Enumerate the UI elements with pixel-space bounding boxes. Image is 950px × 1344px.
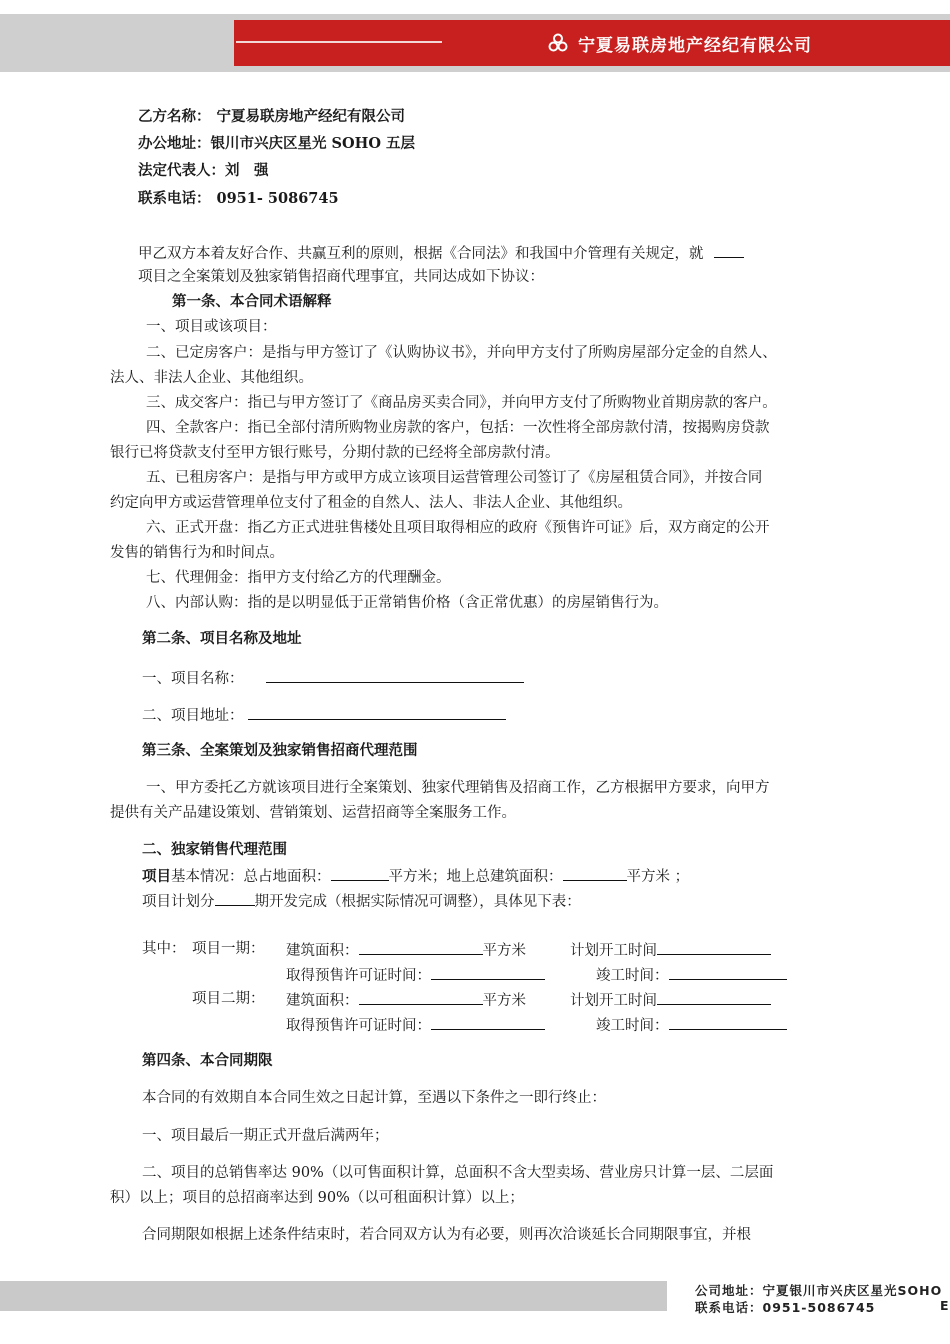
- art3-sub-title: 二、独家销售代理范围: [142, 841, 287, 858]
- footer-address-value: 宁夏银川市兴庆区星光SOHO: [762, 1283, 943, 1298]
- phase-2-area-row: [286, 990, 526, 1010]
- art1-item-1: 一、项目或该项目：: [146, 319, 277, 335]
- plan-label: 项目计划分: [142, 894, 215, 910]
- basic-info-bold: 项目: [142, 868, 171, 885]
- phase-2-permit-label: 取得预售许可证时间：: [286, 1018, 431, 1034]
- art4-line-3b: 积）以上；项目的总招商率达到 90%（以可租面积计算）以上；: [110, 1190, 524, 1206]
- header-company-name: 宁夏易联房地产经纪有限公司: [578, 36, 812, 56]
- plan-desc: 期开发完成（根据实际情况可调整），具体见下表：: [254, 894, 581, 910]
- intro-text-1: 甲乙双方本着友好合作、共赢互利的原则，根据《合同法》和我国中介管理有关规定，就: [138, 246, 704, 262]
- party-b-rep-row: [138, 162, 269, 180]
- article-3-title: 第三条、全案策划及独家销售招商代理范围: [142, 742, 418, 759]
- phase-1-area-label: 建筑面积：: [286, 943, 359, 959]
- intro-line-1: [138, 243, 744, 263]
- art1-item-4a: 四、全款客户：指已全部付清所购物业房款的客户，包括：一次性将全部房款付清，按揭购房贷款: [146, 420, 770, 436]
- art4-line-2: 一、项目最后一期正式开盘后满两年；: [142, 1128, 389, 1144]
- basic-info-building-label: 平方米；地上总建筑面积：: [388, 869, 563, 885]
- phase-2-area-label: 建筑面积：: [286, 993, 359, 1009]
- footer-phone: [695, 1298, 875, 1316]
- footer-address: [695, 1281, 942, 1299]
- phase-2-start-row: [570, 990, 771, 1010]
- project-name-blank: [266, 668, 524, 683]
- phase-2-permit-blank: [431, 1015, 545, 1030]
- article-1-title: 第一条、本合同术语解释: [172, 293, 332, 310]
- project-address-label: 二、项目地址：: [142, 708, 244, 724]
- art1-item-2b: 法人、非法人企业、其他组织。: [110, 370, 313, 386]
- phase-2-area-blank: [359, 990, 483, 1005]
- phase-1-start-blank: [657, 940, 771, 955]
- art1-item-7: 七、代理佣金：指甲方支付给乙方的代理酬金。: [146, 570, 451, 586]
- party-b-address-label: 办公地址：: [138, 135, 211, 152]
- phase-1-finish-blank: [669, 965, 787, 980]
- phase-1-label: 项目一期：: [192, 941, 265, 957]
- phase-2-start-blank: [657, 990, 771, 1005]
- party-b-rep-label: 法定代表人：: [138, 162, 225, 179]
- article-4-title: 第四条、本合同期限: [142, 1052, 273, 1069]
- party-b-phone-row: [138, 190, 339, 208]
- phase-1-finish-label: 竣工时间：: [596, 968, 669, 984]
- among-label: 其中：: [142, 941, 186, 957]
- phase-2-permit-row: [286, 1015, 545, 1035]
- footer-address-label: 公司地址：: [695, 1283, 763, 1298]
- party-b-name-label: 乙方名称：: [138, 108, 211, 125]
- project-name-label: 一、项目名称：: [142, 671, 244, 687]
- phase-1-start-label: 计划开工时间: [570, 943, 657, 959]
- basic-info-row: [142, 866, 689, 886]
- footer-phone-label: 联系电话：: [695, 1300, 763, 1315]
- footer-band: [0, 1281, 667, 1311]
- footer-tail: E: [940, 1298, 950, 1313]
- party-b-phone: 0951- 5086745: [216, 190, 339, 207]
- land-area-blank: [331, 866, 389, 881]
- building-area-blank: [563, 866, 627, 881]
- phase-2-finish-label: 竣工时间：: [596, 1018, 669, 1034]
- intro-line-2: 项目之全案策划及独家销售招商代理事宜，共同达成如下协议：: [138, 269, 544, 285]
- phase-2-start-label: 计划开工时间: [570, 993, 657, 1009]
- phase-2-label: 项目二期：: [192, 991, 265, 1007]
- basic-info-unit: 平方米 ；: [626, 869, 690, 885]
- art3-item-1a: 一、甲方委托乙方就该项目进行全案策划、独家代理销售及招商工作，乙方根据甲方要求，向甲方: [146, 780, 770, 796]
- article-2-title: 第二条、项目名称及地址: [142, 630, 302, 647]
- art3-item-1b: 提供有关产品建设策划、营销策划、运营招商等全案服务工作。: [110, 805, 516, 821]
- art4-line-3a: 二、项目的总销售率达 90%（以可售面积计算，总面积不含大型卖场、营业房只计算一层、二层面: [142, 1165, 774, 1181]
- art1-item-6a: 六、正式开盘：指乙方正式进驻售楼处且项目取得相应的政府《预售许可证》后，双方商定的公开: [146, 520, 770, 536]
- party-b-rep: 刘 强: [225, 162, 269, 179]
- project-address-row: [142, 705, 506, 725]
- art1-item-6b: 发售的销售行为和时间点。: [110, 545, 284, 561]
- art4-line-1: 本合同的有效期自本合同生效之日起计算，至遇以下条件之一即行终止：: [142, 1090, 606, 1106]
- phase-2-finish-row: [596, 1015, 787, 1035]
- company-logo-icon: [548, 33, 568, 53]
- party-b-phone-label: 联系电话：: [138, 190, 211, 207]
- plan-row: [142, 891, 581, 911]
- art1-item-4b: 银行已将贷款支付至甲方银行账号，分期付款的已经将全部房款付清。: [110, 445, 560, 461]
- phase-1-permit-label: 取得预售许可证时间：: [286, 968, 431, 984]
- header-accent-line: [236, 41, 442, 43]
- party-b-name: 宁夏易联房地产经纪有限公司: [216, 108, 405, 125]
- phase-count-blank: [215, 891, 255, 906]
- art1-item-3: 三、成交客户：指已与甲方签订了《商品房买卖合同》，并向甲方支付了所购物业首期房款的客户。: [146, 395, 777, 411]
- party-b-address: 银川市兴庆区星光 SOHO 五层: [210, 135, 416, 152]
- art1-item-5a: 五、已租房客户：是指与甲方或甲方成立该项目运营管理公司签订了《房屋租赁合同》，并按合同: [146, 470, 763, 486]
- phase-1-permit-blank: [431, 965, 545, 980]
- footer-phone-value: 0951-5086745: [762, 1300, 876, 1315]
- phase-1-permit-row: [286, 965, 545, 985]
- party-b-address-row: [138, 135, 415, 153]
- project-name-row: [142, 668, 524, 688]
- art1-item-2a: 二、已定房客户：是指与甲方签订了《认购协议书》，并向甲方支付了所购房屋部分定金的自然人、: [146, 345, 777, 361]
- party-b-name-row: [138, 108, 405, 126]
- phase-1-finish-row: [596, 965, 787, 985]
- project-address-blank: [248, 705, 506, 720]
- phase-2-finish-blank: [669, 1015, 787, 1030]
- art1-item-5b: 约定向甲方或运营管理单位支付了租金的自然人、法人、非法人企业、其他组织。: [110, 495, 632, 511]
- art4-line-4: 合同期限如根据上述条件结束时，若合同双方认为有必要，则再次洽谈延长合同期限事宜，并根: [142, 1227, 751, 1243]
- phase-1-area-blank: [359, 940, 483, 955]
- project-blank: [714, 243, 744, 258]
- phase-1-sqm: 平方米: [482, 943, 526, 959]
- art1-item-8: 八、内部认购：指的是以明显低于正常销售价格（含正常优惠）的房屋销售行为。: [146, 595, 668, 611]
- basic-info-land-label: 基本情况：总占地面积：: [171, 869, 331, 885]
- phase-1-area-row: [286, 940, 526, 960]
- phase-2-sqm: 平方米: [482, 993, 526, 1009]
- phase-1-start-row: [570, 940, 771, 960]
